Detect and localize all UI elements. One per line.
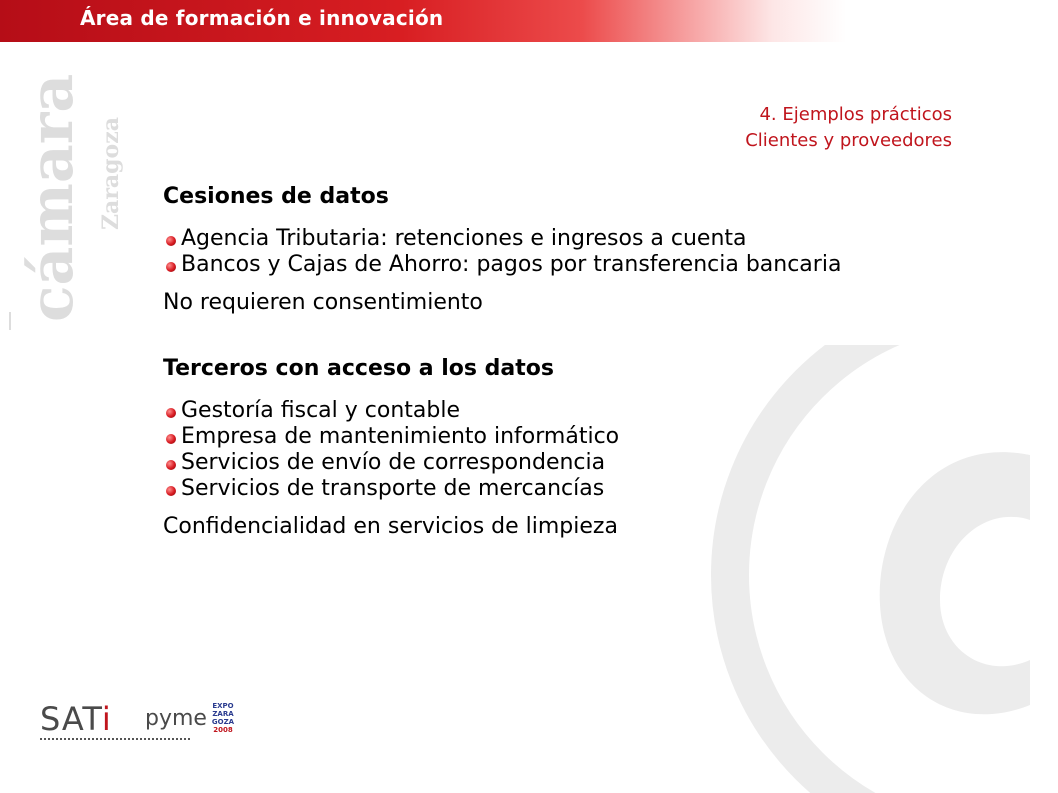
expo-zaragoza-logo: EXPO ZARA GOZA 2008 (211, 702, 235, 734)
satipyme-logo (40, 700, 250, 748)
block1-list (163, 226, 923, 278)
logo-zaragoza-text: Zaragoza (98, 117, 124, 230)
block1-heading: Cesiones de datos (163, 184, 389, 209)
logo-camara-text: cámara (17, 73, 87, 322)
bullet-dot-icon (166, 486, 176, 496)
list-item: Bancos y Cajas de Ahorro: pagos por transferencia bancaria (163, 252, 923, 278)
bullet-dot-icon (166, 262, 176, 272)
list-item: Agencia Tributaria: retenciones e ingresos a cuenta (163, 226, 923, 252)
camara-zaragoza-logo (0, 50, 140, 350)
section-number-title: 4. Ejemplos prácticos (759, 104, 952, 125)
block2-list (163, 398, 923, 502)
block2-heading: Terceros con acceso a los datos (163, 356, 554, 381)
block1-note: No requieren consentimiento (163, 290, 483, 315)
section-subtitle: Clientes y proveedores (745, 130, 952, 151)
list-item: Gestoría fiscal y contable (163, 398, 923, 424)
satipyme-pyme-text: pyme (145, 706, 207, 731)
bullet-dot-icon (166, 434, 176, 444)
list-item: Servicios de envío de correspondencia (163, 450, 923, 476)
satipyme-dotted-line (40, 736, 190, 740)
banner-title: Área de formación e innovación (80, 6, 444, 30)
satipyme-sat-text: SATi (40, 700, 112, 738)
top-banner (0, 0, 1058, 42)
section-header (600, 102, 952, 154)
block2-note: Confidencialidad en servicios de limpieza (163, 514, 618, 539)
list-item: Servicios de transporte de mercancías (163, 476, 923, 502)
list-item: Empresa de mantenimiento informático (163, 424, 923, 450)
bullet-dot-icon (166, 236, 176, 246)
slide-content (163, 182, 923, 542)
bullet-dot-icon (166, 460, 176, 470)
bullet-dot-icon (166, 408, 176, 418)
